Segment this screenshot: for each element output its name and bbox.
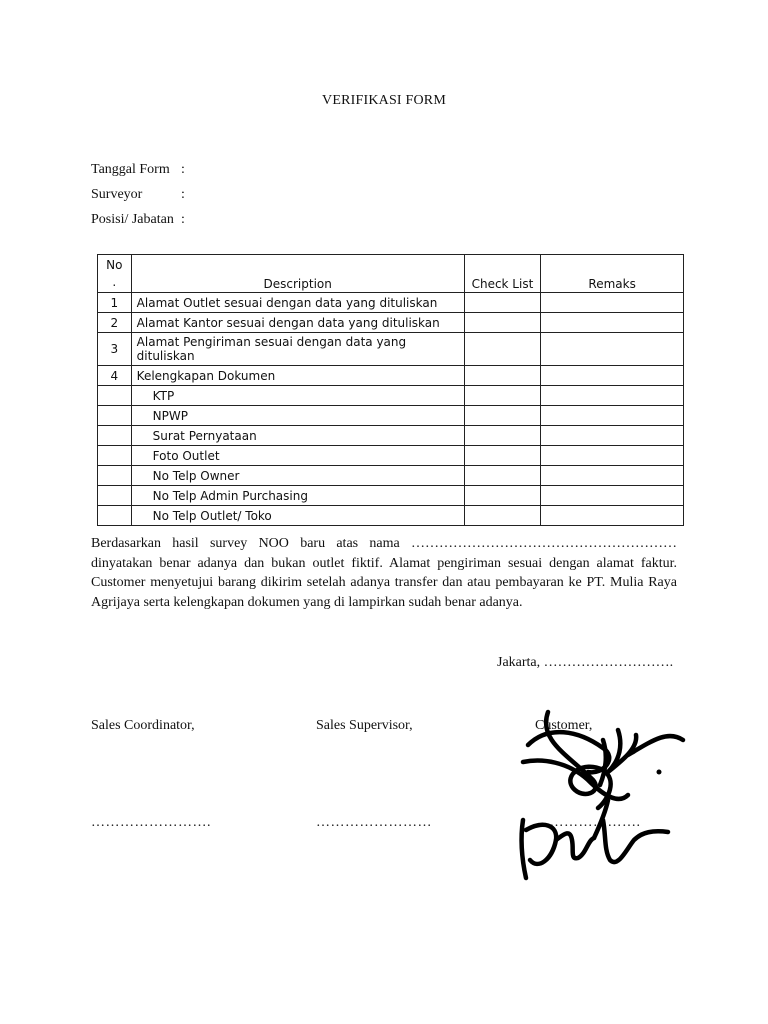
row-number xyxy=(98,406,132,426)
field-label: Posisi/ Jabatan xyxy=(91,212,174,227)
check-cell[interactable] xyxy=(464,366,541,386)
row-description: KTP xyxy=(131,386,464,406)
remarks-cell[interactable] xyxy=(541,506,684,526)
signature-line-sales-supervisor: …………………… xyxy=(316,815,432,830)
table-row xyxy=(98,466,684,486)
signatory-sales-coordinator-label: Sales Coordinator, xyxy=(91,718,195,733)
row-number: 2 xyxy=(98,313,132,333)
table-row xyxy=(98,406,684,426)
table-row xyxy=(98,386,684,406)
row-number xyxy=(98,426,132,446)
remarks-cell[interactable] xyxy=(541,486,684,506)
header-no: No . xyxy=(98,255,132,293)
table-row xyxy=(98,333,684,366)
row-description: Surat Pernyataan xyxy=(131,426,464,446)
signatory-sales-supervisor-label: Sales Supervisor, xyxy=(316,718,413,733)
check-cell[interactable] xyxy=(464,506,541,526)
table-row xyxy=(98,486,684,506)
table-row xyxy=(98,506,684,526)
signatory-customer-label: Customer, xyxy=(535,718,593,733)
remarks-cell[interactable] xyxy=(541,426,684,446)
table-row xyxy=(98,293,684,313)
remarks-cell[interactable] xyxy=(541,386,684,406)
check-cell[interactable] xyxy=(464,386,541,406)
field-label: Tanggal Form xyxy=(91,162,170,177)
remarks-cell[interactable] xyxy=(541,406,684,426)
check-cell[interactable] xyxy=(464,333,541,366)
header-description: Description xyxy=(131,255,464,293)
field-posisi-jabatan xyxy=(91,212,185,228)
row-description: No Telp Admin Purchasing xyxy=(131,486,464,506)
check-cell[interactable] xyxy=(464,426,541,446)
row-description: No Telp Owner xyxy=(131,466,464,486)
row-number xyxy=(98,506,132,526)
field-separator: : xyxy=(181,162,185,177)
row-number: 4 xyxy=(98,366,132,386)
row-description: Alamat Kantor sesuai dengan data yang dituliskan xyxy=(131,313,464,333)
row-number xyxy=(98,446,132,466)
table-row xyxy=(98,426,684,446)
remarks-cell[interactable] xyxy=(541,466,684,486)
check-cell[interactable] xyxy=(464,313,541,333)
check-cell[interactable] xyxy=(464,406,541,426)
table-row xyxy=(98,446,684,466)
table-row xyxy=(98,313,684,333)
check-cell[interactable] xyxy=(464,486,541,506)
form-title: VERIFIKASI FORM xyxy=(322,93,446,108)
field-separator: : xyxy=(181,212,185,227)
customer-signature xyxy=(508,700,693,890)
field-tanggal-form xyxy=(91,162,185,178)
remarks-cell[interactable] xyxy=(541,366,684,386)
row-number: 3 xyxy=(98,333,132,366)
remarks-cell[interactable] xyxy=(541,333,684,366)
row-description: No Telp Outlet/ Toko xyxy=(131,506,464,526)
signature-line-sales-coordinator: ……………………. xyxy=(91,815,211,830)
row-description: NPWP xyxy=(131,406,464,426)
remarks-cell[interactable] xyxy=(541,293,684,313)
field-surveyor xyxy=(91,187,185,203)
row-description: Foto Outlet xyxy=(131,446,464,466)
row-description: Kelengkapan Dokumen xyxy=(131,366,464,386)
row-description: Alamat Outlet sesuai dengan data yang dituliskan xyxy=(131,293,464,313)
row-description: Alamat Pengiriman sesuai dengan data yang dituliskan xyxy=(131,333,464,366)
remarks-cell[interactable] xyxy=(541,313,684,333)
row-number xyxy=(98,466,132,486)
place-date: Jakarta, ………………………. xyxy=(497,655,674,670)
header-remarks: Remaks xyxy=(541,255,684,293)
signature-line-customer: …………………. xyxy=(535,815,641,830)
table-row xyxy=(98,366,684,386)
verification-table xyxy=(97,254,684,526)
row-number xyxy=(98,486,132,506)
field-separator: : xyxy=(181,187,185,202)
row-number: 1 xyxy=(98,293,132,313)
table-header-row xyxy=(98,255,684,293)
header-check-list: Check List xyxy=(464,255,541,293)
check-cell[interactable] xyxy=(464,446,541,466)
field-label: Surveyor xyxy=(91,187,143,202)
statement-paragraph: Berdasarkan hasil survey NOO baru atas nama …………………………………………………dinyatakan benar adanya dan bukan outlet fiktif. Alamat pengiriman sesuai dengan alamat faktur. Customer menyetujui barang dikirim setelah adanya transfer dan atau pembayaran ke PT. Mulia Raya Agrijaya serta kelengkapan dokumen yang di lampirkan sudah benar adanya. xyxy=(91,536,677,610)
remarks-cell[interactable] xyxy=(541,446,684,466)
check-cell[interactable] xyxy=(464,466,541,486)
row-number xyxy=(98,386,132,406)
check-cell[interactable] xyxy=(464,293,541,313)
